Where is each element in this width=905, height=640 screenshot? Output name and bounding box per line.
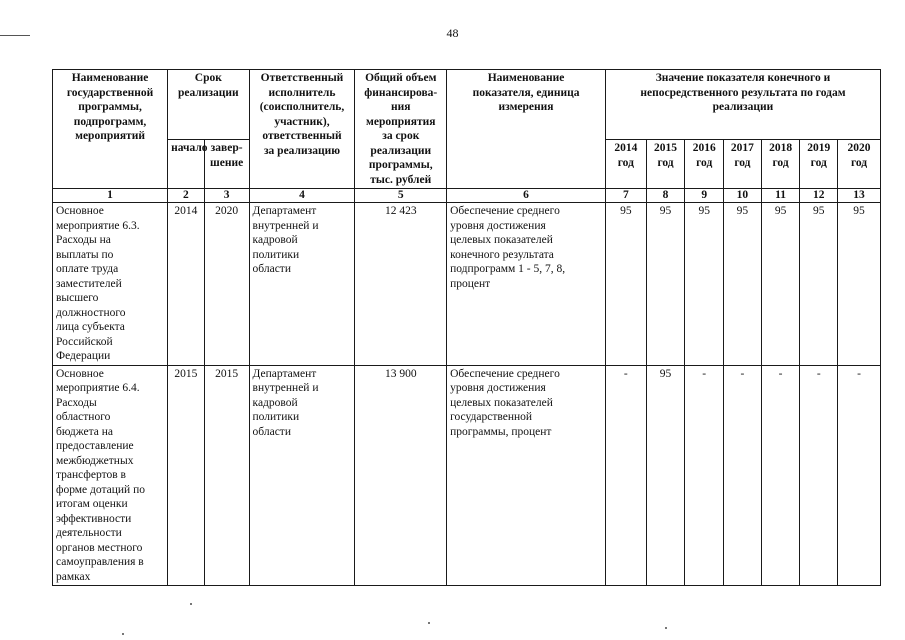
header-end: завер- шение [204,140,249,189]
header-year: 2015 год [646,140,685,189]
header-start: начало [168,140,205,189]
column-number: 9 [685,189,724,203]
year-value: - [800,365,838,586]
header-year: 2017 год [724,140,762,189]
page-number: 48 [446,26,459,40]
indicator-name: Обеспечение среднего уровня достижения целевых показателей государственной программы, процент [447,365,606,586]
year-value: 95 [605,203,646,366]
year-value: 95 [646,203,685,366]
responsible-executor: Департамент внутренней и кадровой политики области [249,365,355,586]
header-year: 2019 год [800,140,838,189]
scan-speck [122,633,124,635]
year-value: - [761,365,800,586]
column-number: 1 [53,189,168,203]
scan-speck [428,622,430,624]
column-number: 4 [249,189,355,203]
header-year: 2020 год [838,140,881,189]
responsible-executor: Департамент внутренней и кадровой политики области [249,203,355,366]
year-value: 95 [646,365,685,586]
total-volume: 12 423 [355,203,447,366]
column-number: 8 [646,189,685,203]
header-year: 2016 год [685,140,724,189]
header-total-volume: Общий объем финансирова- ния мероприятия за срок реализации программы, тыс. рублей [355,70,447,189]
header-term: Срок реализации [168,70,249,140]
indicator-name: Обеспечение среднего уровня достижения целевых показателей конечного результата подпрограмм 1 - 5, 7, 8, процент [447,203,606,366]
header-indicator-values: Значение показателя конечного и непосредственного результата по годам реализации [605,70,880,140]
header-year: 2014 год [605,140,646,189]
column-number: 7 [605,189,646,203]
scan-speck [190,603,192,605]
header-year: 2018 год [761,140,800,189]
column-number: 13 [838,189,881,203]
year-value: 95 [685,203,724,366]
column-number: 2 [168,189,205,203]
year-value: - [724,365,762,586]
table-row [53,203,881,366]
year-value: 95 [838,203,881,366]
start-year: 2014 [168,203,205,366]
end-year: 2020 [204,203,249,366]
column-number: 10 [724,189,762,203]
total-volume: 13 900 [355,365,447,586]
activity-name: Основное мероприятие 6.4. Расходы областного бюджета на предоставление межбюджетных трансфертов в форме дотаций по итогам оценки эффективности деятельности органов местного самоуправления в рамках [53,365,168,586]
column-number: 12 [800,189,838,203]
column-number: 6 [447,189,606,203]
year-value: 95 [800,203,838,366]
year-value: - [838,365,881,586]
activity-name: Основное мероприятие 6.3. Расходы на выплаты по оплате труда заместителей высшего должностного лица субъекта Российской Федерации [53,203,168,366]
scan-edge-line [0,35,30,36]
year-value: 95 [724,203,762,366]
indicators-table [52,69,881,586]
column-number: 11 [761,189,800,203]
start-year: 2015 [168,365,205,586]
end-year: 2015 [204,365,249,586]
header-program-name: Наименование государственной программы, подпрограмм, мероприятий [53,70,168,189]
table-row [53,365,881,586]
column-number: 5 [355,189,447,203]
year-value: - [605,365,646,586]
year-value: - [685,365,724,586]
year-value: 95 [761,203,800,366]
header-responsible: Ответственный исполнитель (соисполнитель, участник), ответственный за реализацию [249,70,355,189]
scan-speck [665,627,667,629]
column-number: 3 [204,189,249,203]
header-indicator-name: Наименование показателя, единица измерения [447,70,606,189]
column-number-row [53,189,881,203]
